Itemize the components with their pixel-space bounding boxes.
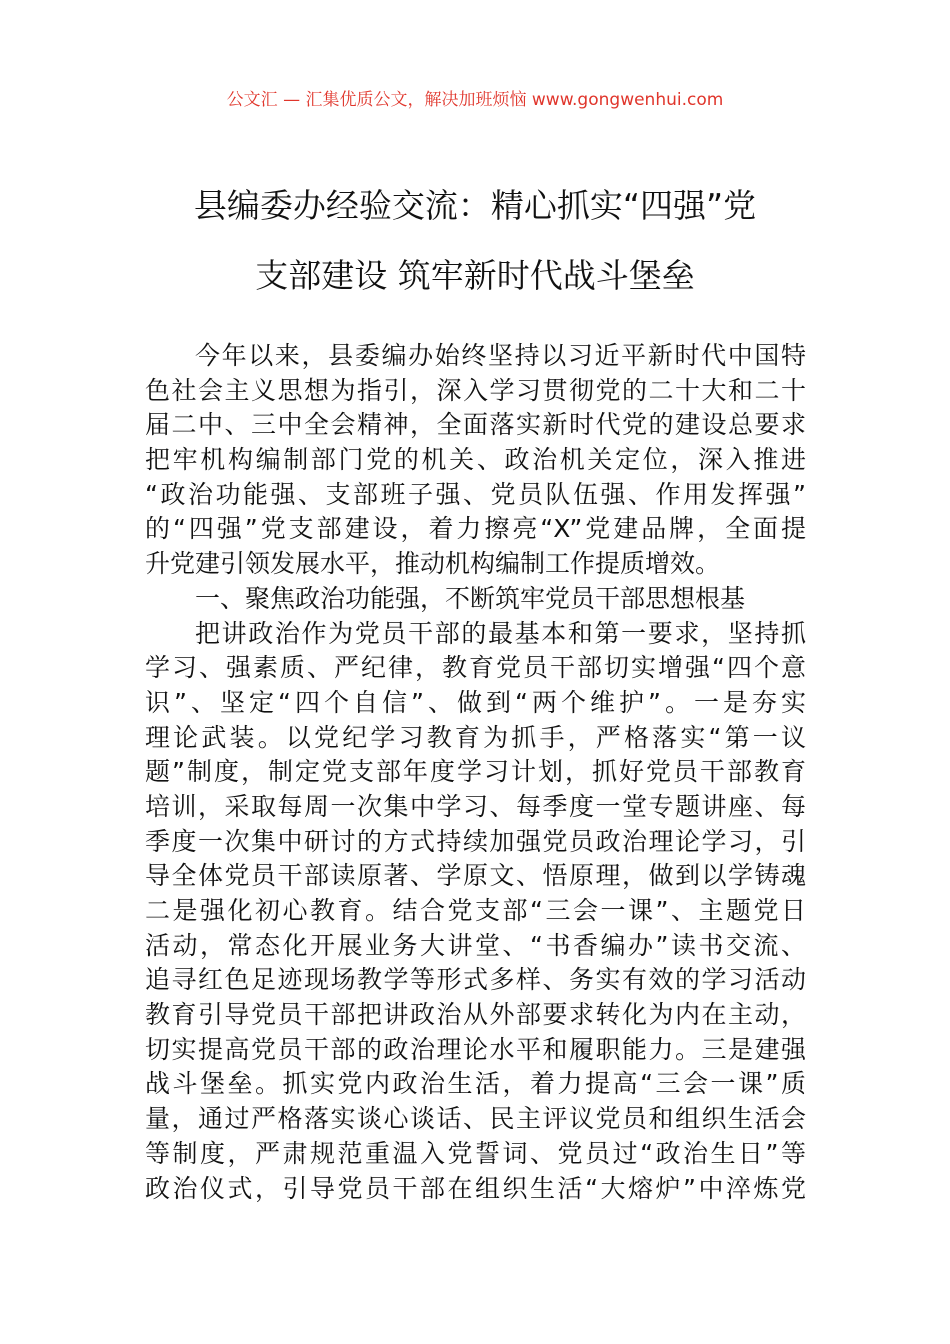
paragraph-line: 届二中、三中全会精神，全面落实新时代党的建设总要求 xyxy=(145,410,806,440)
paragraph-line: 政治仪式，引导党员干部在组织生活“大熔炉”中淬炼党 xyxy=(145,1173,806,1203)
paragraph-line: 等制度，严肃规范重温入党誓词、党员过“政治生日”等 xyxy=(145,1138,806,1168)
paragraph-line: 理论武装。以党纪学习教育为抓手，严格落实“第一议 xyxy=(145,722,806,752)
document-title-line-1: 县编委办经验交流：精心抓实“四强”党 xyxy=(193,186,757,225)
paragraph-line: 教育引导党员干部把讲政治从外部要求转化为内在主动， xyxy=(145,1000,806,1030)
paragraph-line: 色社会主义思想为指引，深入学习贯彻党的二十大和二十 xyxy=(145,375,806,405)
paragraph-line: 量，通过严格落实谈心谈话、民主评议党员和组织生活会 xyxy=(145,1104,806,1134)
paragraph-line: 战斗堡垒。抓实党内政治生活，着力提高“三会一课”质 xyxy=(145,1069,806,1099)
paragraph-line: 季度一次集中研讨的方式持续加强党员政治理论学习，引 xyxy=(145,826,806,856)
paragraph-line: 切实提高党员干部的政治理论水平和履职能力。三是建强 xyxy=(145,1034,806,1064)
paragraph-line: 二是强化初心教育。结合党支部“三会一课”、主题党日 xyxy=(145,896,806,925)
paragraph-line: 追寻红色足迹现场教学等形式多样、务实有效的学习活动 xyxy=(145,965,806,995)
paragraph-line: 识”、坚定“四个自信”、做到“两个维护”。一是夯实 xyxy=(145,687,806,717)
paragraph-line: 培训，采取每周一次集中学习、每季度一堂专题讲座、每 xyxy=(145,791,806,821)
paragraph-line: 把牢机构编制部门党的机关、政治机关定位，深入推进 xyxy=(145,445,806,475)
paragraph-line: 升党建引领发展水平，推动机构编制工作提质增效。 xyxy=(145,549,721,579)
document-title-line-2: 支部建设 筑牢新时代战斗堡垒 xyxy=(255,256,695,295)
site-banner: 公文汇 — 汇集优质公文，解决加班烦恼 www.gongwenhui.com xyxy=(226,90,724,110)
paragraph-line: 导全体党员干部读原著、学原文、悟原理，做到以学铸魂 xyxy=(145,861,806,891)
paragraph-line: 学习、强素质、严纪律，教育党员干部切实增强“四个意 xyxy=(145,653,806,683)
paragraph-line: 把讲政治作为党员干部的最基本和第一要求，坚持抓 xyxy=(195,618,806,648)
document-body xyxy=(145,339,806,1206)
paragraph-line: 的“四强”党支部建设，着力擦亮“X”党建品牌，全面提 xyxy=(145,514,806,544)
section-heading: 一、聚焦政治功能强，不断筑牢党员干部思想根基 xyxy=(195,583,746,613)
paragraph-line: “政治功能强、支部班子强、党员队伍强、作用发挥强” xyxy=(145,479,806,509)
paragraph-line: 题”制度，制定党支部年度学习计划，抓好党员干部教育 xyxy=(145,757,806,787)
paragraph-line: 活动，常态化开展业务大讲堂、“书香编办”读书交流、 xyxy=(145,930,806,960)
paragraph-line: 今年以来，县委编办始终坚持以习近平新时代中国特 xyxy=(195,341,806,370)
